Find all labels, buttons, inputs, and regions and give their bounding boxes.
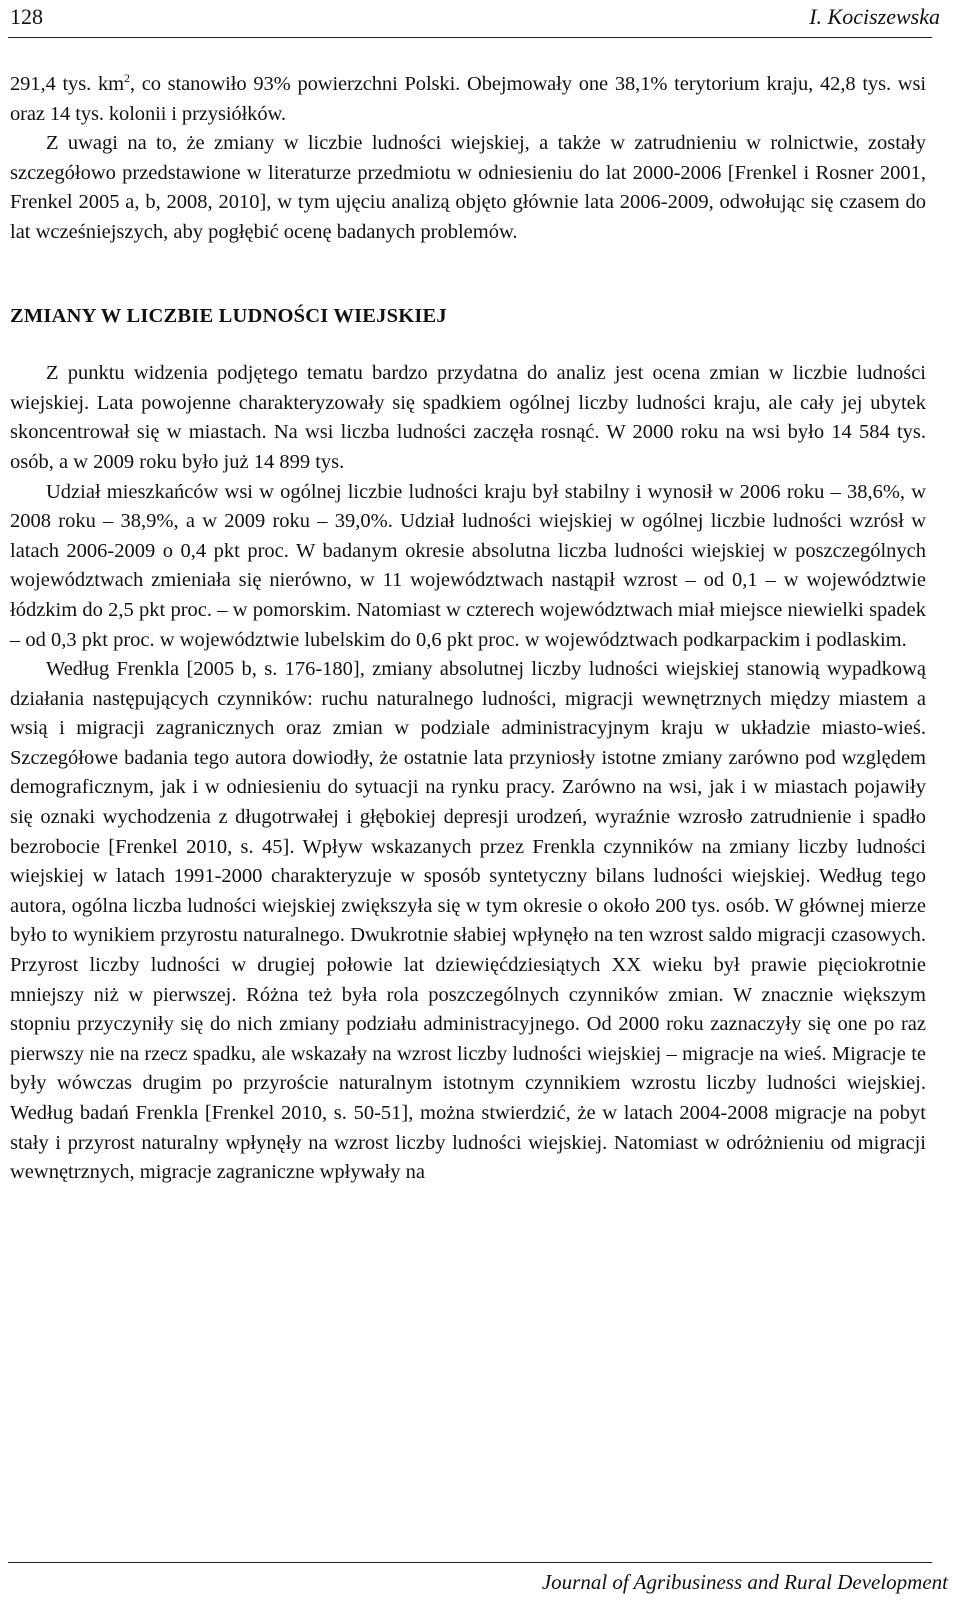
page-header	[10, 0, 940, 38]
journal-title: Journal of Agribusiness and Rural Development	[541, 1570, 948, 1594]
page-body	[10, 70, 926, 1188]
intro-paragraph-2: Z uwagi na to, że zmiany w liczbie ludności wiejskiej, a także w zatrudnieniu w rolnictwie, zostały szczegółowo przedstawione w literaturze przedmiotu w odniesieniu do lat 2000-2006 [Frenkel i Rosner 2001, Frenkel 2005 a, b, 2008, 2010], w tym ujęciu analizą objęto głównie lata 2006-2009, odwołując się czasem do lat wcześniejszych, aby pogłębić ocenę badanych problemów.	[10, 132, 926, 243]
body-paragraph: Według Frenkla [2005 b, s. 176-180], zmiany absolutnej liczby ludności wiejskiej stanowią wypadkową działania następujących czynników: ruchu naturalnego ludności, migracji wewnętrznych między miastem a wsią i migracji zagranicznych oraz zmian w podziale administracyjnym kraju w układzie miasto-wieś. Szczegółowe badania tego autora dowiodły, że ostatnie lata przyniosły istotne zmiany zarówno pod względem demograficznym, jak i w odniesieniu do sytuacji na rynku pracy. Zarówno na wsi, jak i w miastach pojawiły się oznaki wychodzenia z długotrwałej i głębokiej depresji urodzeń, wyraźnie wzrosło zatrudnienie i spadło bezrobocie [Frenkel 2010, s. 45]. Wpływ wskazanych przez Frenkla czynników na zmiany liczby ludności wiejskiej w latach 1991-2000 charakteryzuje w sposób syntetyczny bilans ludności wiejskiej. Według tego autora, ogólna liczba ludności wiejskiej zwiększyła się w tym okresie o około 200 tys. osób. W głównej mierze było to wynikiem przyrostu naturalnego. Dwukrotnie słabiej wpłynęło na ten wzrost saldo migracji czasowych. Przyrost liczby ludności w drugiej połowie lat dziewięćdziesiątych XX wieku był prawie pięciokrotnie mniejszy niż w pierwszej. Różna też była rola poszczególnych czynników zmian. W znacznie większym stopniu przyczyniły się do nich zmiany podziału administracyjnego. Od 2000 roku zaznaczyły się one po raz pierwszy nie na rzecz spadku, ale wskazały na wzrost liczby ludności wiejskiej – migracje na wieś. Migracje te były wówczas drugim po przyroście naturalnym istotnym czynnikiem wzrostu liczby ludności wiejskiej. Według badań Frenkla [Frenkel 2010, s. 50-51], można stwierdzić, że w latach 2004-2008 migracje na pobyt stały i przyrost naturalny wpłynęły na wzrost liczby ludności wiejskiej. Natomiast w odróżnieniu od migracji wewnętrznych, migracje zagraniczne wpływały na	[10, 658, 926, 1184]
header-rule	[8, 37, 932, 38]
footer-rule	[8, 1562, 932, 1563]
running-head-author: I. Kociszewska	[809, 4, 940, 29]
body-paragraph: Z punktu widzenia podjętego tematu bardzo przydatna do analiz jest ocena zmian w liczbie ludności wiejskiej. Lata powojenne charakteryzowały się spadkiem ogólnej liczby ludności kraju, ale cały jej ubytek skoncentrował się w miastach. Na wsi liczba ludności zaczęła rosnąć. W 2000 roku na wsi było 14 584 tys. osób, a w 2009 roku było już 14 899 tys.	[10, 362, 926, 473]
superscript: 2	[123, 71, 130, 86]
section-heading: ZMIANY W LICZBIE LUDNOŚCI WIEJSKIEJ	[10, 304, 447, 327]
intro-paragraph-1: 291,4 tys. $km^2$, co stanowiło 93% powierzchni Polski. Obejmowały one 38,1% terytorium kraju, 42,8 tys. wsi oraz 14 tys. kolonii i przysiółków.	[10, 71, 926, 125]
page-number: 128	[10, 4, 43, 29]
body-paragraph: Udział mieszkańców wsi w ogólnej liczbie ludności kraju był stabilny i wynosił w 2006 roku – 38,6%, w 2008 roku – 38,9%, a w 2009 roku – 39,0%. Udział ludności wiejskiej w ogólnej liczbie ludności wzrósł w latach 2006-2009 o 0,4 pkt proc. W badanym okresie absolutna liczba ludności wiejskiej w poszczególnych województwach zmieniała się nierówno, w 11 województwach nastąpił wzrost – od 0,1 – w województwie łódzkim do 2,5 pkt proc. – w pomorskim. Natomiast w czterech województwach miał miejsce niewielki spadek – od 0,3 pkt proc. w województwie lubelskim do 0,6 pkt proc. w województwach podkarpackim i podlaskim.	[10, 480, 926, 651]
